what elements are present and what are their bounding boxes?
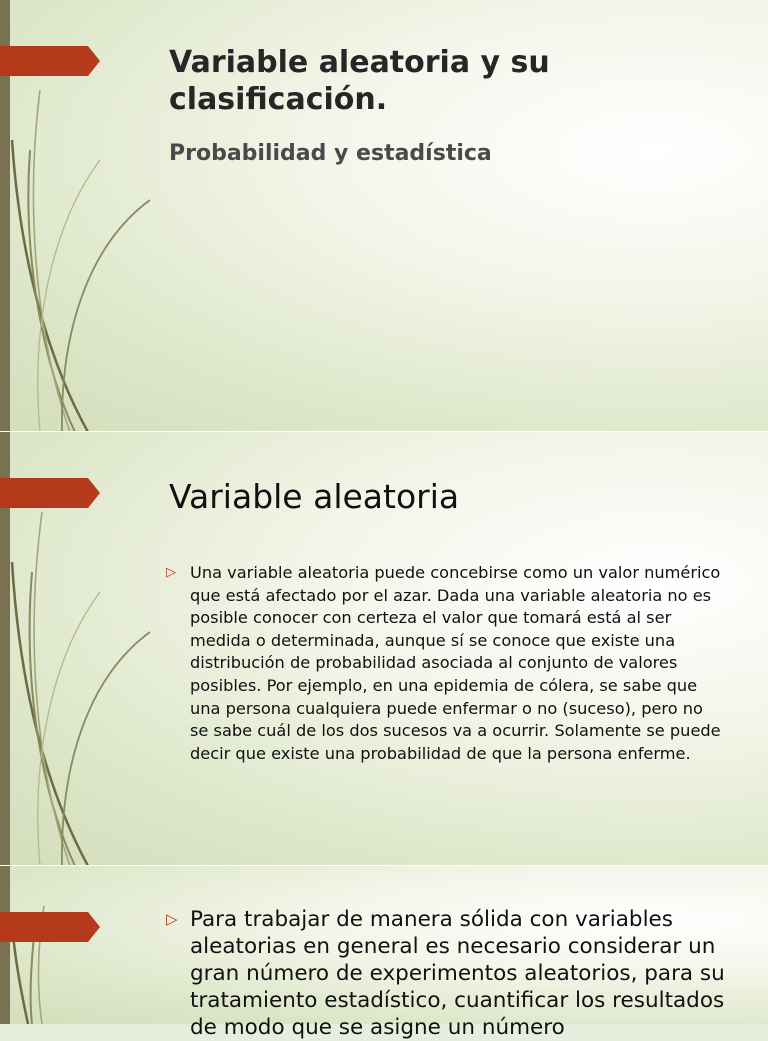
bullet-item [166, 562, 726, 765]
bullet-text: Para trabajar de manera sólida con variables aleatorias en general es necesario considerar un gran número de experimentos aleatorios, para su tratamiento estadístico, cuantificar los resultados de modo que se asigne un número [190, 907, 725, 1040]
bullet-item [166, 906, 746, 1041]
accent-arrow-tab [0, 478, 100, 508]
bullet-text: Una variable aleatoria puede concebirse como un valor numérico que está afectado por el azar. Dada una variable aleatoria no es posible conocer con certeza el valor que tomará está al ser medida o determinada, aunque sí se conoce que existe una distribución de probabilidad asociada al conjunto de valores posibles. Por ejemplo, en una epidemia de cólera, se sabe que una persona cualquiera puede enfermar o no (suceso), pero no se sabe cuál de los dos sucesos va a ocurrir. Solamente se puede decir que existe una probabilidad de que la persona enferme. [190, 563, 721, 763]
slide-2[interactable] [0, 432, 768, 866]
accent-arrow-tab [0, 46, 100, 76]
slide-3[interactable] [0, 866, 768, 1040]
accent-arrow-tab [0, 912, 100, 942]
decorative-swirl-icon [0, 866, 160, 1024]
hollow-triangle-bullet-icon: ▷ [166, 565, 176, 580]
slide-subtitle: Probabilidad y estadística [169, 141, 492, 166]
slide-heading: Variable aleatoria [169, 477, 460, 516]
slide-title: Variable aleatoria y su clasificación. [169, 45, 550, 117]
hollow-triangle-bullet-icon: ▷ [166, 910, 178, 928]
slide-1[interactable] [0, 0, 768, 432]
